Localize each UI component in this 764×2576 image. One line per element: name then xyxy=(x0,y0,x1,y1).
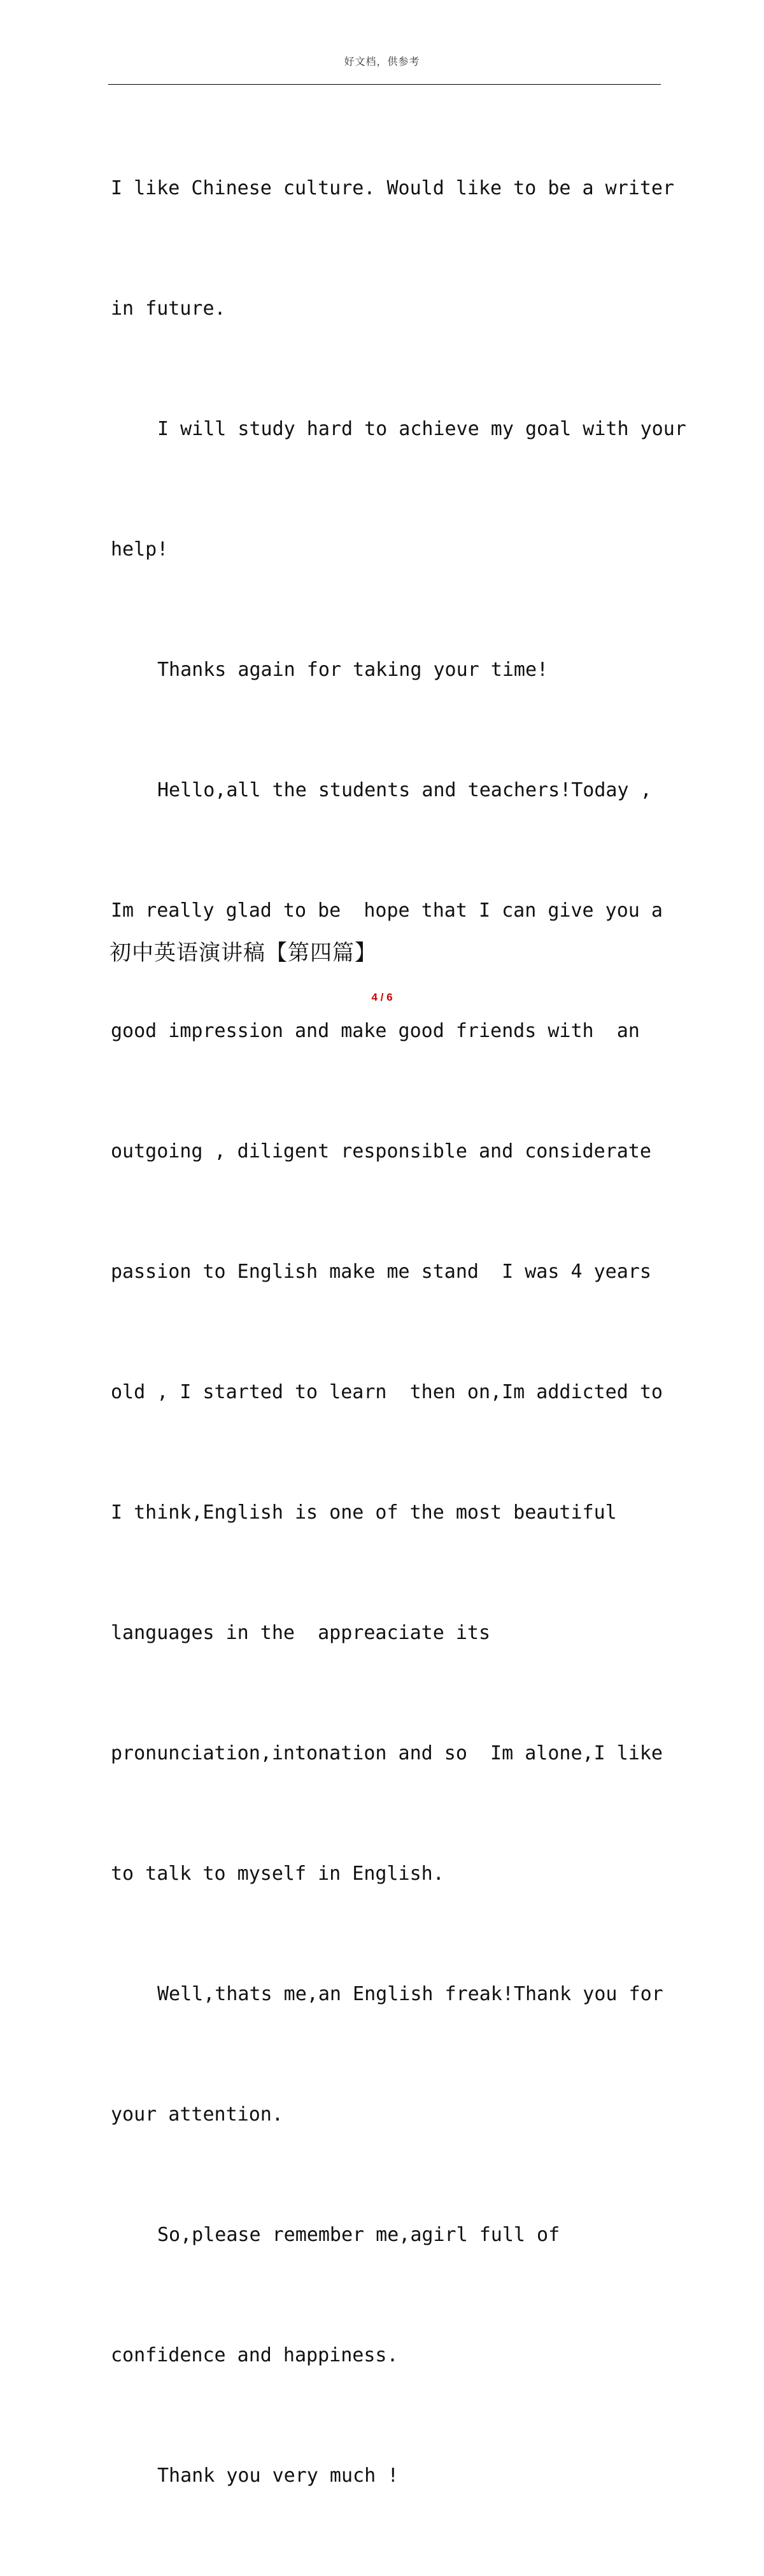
body-line: Thanks again for taking your time! xyxy=(157,659,549,681)
body-line: in future. xyxy=(111,297,226,320)
body-line: So,please remember me,agirl full of xyxy=(157,2224,560,2246)
page-number: 4 / 6 xyxy=(371,991,393,1003)
body-line: pronunciation,intonation and so Im alone,I like xyxy=(111,1742,663,1764)
body-line: help! xyxy=(111,538,169,561)
body-text xyxy=(111,88,686,2576)
body-line: outgoing , diligent responsible and considerate xyxy=(111,1140,651,1163)
body-line: Thank you very much ! xyxy=(157,2465,399,2487)
body-line: good impression and make good friends with an xyxy=(111,1020,640,1042)
body-line: Hello,all the students and teachers!Today , xyxy=(157,779,652,801)
body-line: your attention. xyxy=(111,2103,283,2126)
section-title: 初中英语演讲稿【第四篇】 xyxy=(110,940,377,966)
body-line: I think,English is one of the most beautiful xyxy=(111,1501,617,1524)
body-line: I will study hard to achieve my goal with your xyxy=(157,418,686,440)
page-header: 好文档，供参考 xyxy=(344,55,420,68)
body-line: languages in the appreaciate its xyxy=(111,1622,491,1644)
body-line: I like Chinese culture. Would like to be a writer xyxy=(111,177,675,199)
header-divider xyxy=(108,84,661,85)
body-line: confidence and happiness. xyxy=(111,2344,399,2366)
body-line: Im really glad to be hope that I can give you a xyxy=(111,899,663,922)
body-line: Well,thats me,an English freak!Thank you for xyxy=(157,1983,663,2005)
body-line: passion to English make me stand I was 4 years xyxy=(111,1261,651,1283)
body-line: old , I started to learn then on,Im addicted to xyxy=(111,1381,663,1403)
body-line: to talk to myself in English. xyxy=(111,1863,444,1885)
